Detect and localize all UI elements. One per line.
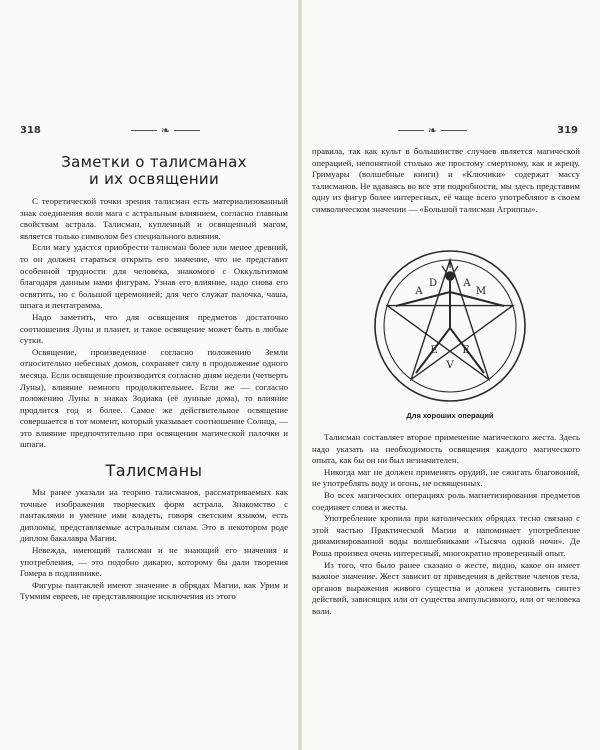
paragraph: Освящение, произведенное согласно положению Земли относительно небесных домов, сохраняет силу в продолжение одного месяца. Если освящение производится согласно дням недели (четверть Луны), влияние немного продолжительнее. Если же — согласно положению Луны в знаках Зодиака (её лунные дома), то влияние продлится год и более. Самое же действительное освящение совершается в тот момент, который указывает соотношение Солнца, — это влияние предпочтительно при освящении магической палочки и шпаги. xyxy=(20,346,288,450)
right-page xyxy=(300,0,600,750)
pentacle-letter: M xyxy=(475,286,487,297)
section-talisman-notes xyxy=(20,154,288,451)
pentacle-letter: A xyxy=(415,286,423,297)
fleuron-icon: ❧ xyxy=(427,123,438,137)
paragraph: Талисман составляет второе применение магического жеста. Здесь надо указать на необходимость освящения каждого магического опыта, как бы он ни был незначителен. xyxy=(312,432,580,466)
paragraph: Если магу удастся приобрести талисман более или менее древний, то он должен стараться открыть его значение, что не представит особенной трудности для человека, знакомого с Оккультизмом благодаря данным нами фигурам. Узнав его влияние, надо снова его освятить, но с большой церемонией; для чего служат палочка, чаша, шпага и пентаграмма. xyxy=(20,242,288,311)
page-number: 318 xyxy=(20,124,41,136)
right-page-header xyxy=(310,120,578,140)
pentacle-letter: E xyxy=(462,345,470,356)
pentacle-letter: V xyxy=(446,360,454,371)
paragraph: Невежда, имеющий талисман и не знающий его значения и употребления, — это подобно дикарю, которому бы дали творения Гомера в подлиннике. xyxy=(20,544,288,579)
paragraph: Из того, что было ранее сказано о жесте, видно, какое он имеет важное значение. Жест зависит от приведения в действие членов тела, органов выражения живого существа и должен установить синтез действий, зависящих или от существа импульсивного, или от человека воли. xyxy=(312,559,580,616)
pentacle-letter: A xyxy=(463,278,471,289)
section-talismans xyxy=(20,462,288,603)
paragraph: Надо заметить, что для освящения предметов достаточно соотношения Луны и планет, и такое освящение может быть в любые сутки. xyxy=(20,311,288,346)
paragraph: Фигуры пантаклей имеют значение в обрядах Магии, как Урим и Туммим евреев, не представляющие исключения из этого xyxy=(20,579,288,602)
agrippa-pentacle-figure xyxy=(300,248,600,420)
paragraph: Мы ранее указали на теорию талисманов, рассматриваемых как точные изображения творческих форм астрала. Знакомство с пантаклями и умение ими владеть, говоря светским языком, есть дипломы, представляемые астральным силам. Это в некотором роде диплом бакалавра Магии. xyxy=(20,487,288,544)
pentacle-letter: D xyxy=(428,278,438,289)
paragraph: Во всех магических операциях роль магнетизирования предметов соединяет слова и жесты. xyxy=(312,489,580,512)
pentagram-man-icon xyxy=(300,248,600,403)
header-ornament xyxy=(131,124,200,137)
figure-caption: Для хороших операций xyxy=(406,411,494,420)
page-number: 319 xyxy=(557,124,578,136)
section-title: Талисманы xyxy=(105,461,203,480)
paragraph: правила, так как культ в большинстве случаев является магической операцией, непонятной столько же простому смертному, как и жрецу. Гримуары (волшебные книги) и «Ключики» содержат массу талисманов. Не вдаваясь во все эти подробности, мы здесь представим одну из фигур более интересных, её чаще всего употребляют в своем символическом значении — «Большой талисман Агриппы». xyxy=(312,146,580,214)
paragraph: Никогда маг не должен применять орудий, не сжигать благовоний, не употреблять воду и огонь, не освященных. xyxy=(312,466,580,489)
section-title: Заметки о талисманах и их освящении xyxy=(61,153,247,188)
paragraph: С теоретической точки зрения талисман есть материализованный знак соединения воли мага с астральным влиянием, согласно главным свойствам астрала. Талисман, купленный и освященный магом, является только символом без специального влияния. xyxy=(20,196,288,241)
paragraph: Употребление кропила при католических обрядах тесно связано с этой частью Практической Магии и напоминает употребление динамизированной воды волшебниками «Тысяча одной ночи». Де Роша произвел очень интересный, многократно проверенный опыт. xyxy=(312,513,580,558)
left-page-header xyxy=(20,120,288,140)
pentacle-letter: E xyxy=(430,345,438,356)
header-ornament xyxy=(398,124,467,137)
right-bottom-text xyxy=(312,432,580,618)
right-top-text xyxy=(312,146,580,216)
fleuron-icon: ❧ xyxy=(160,123,171,137)
